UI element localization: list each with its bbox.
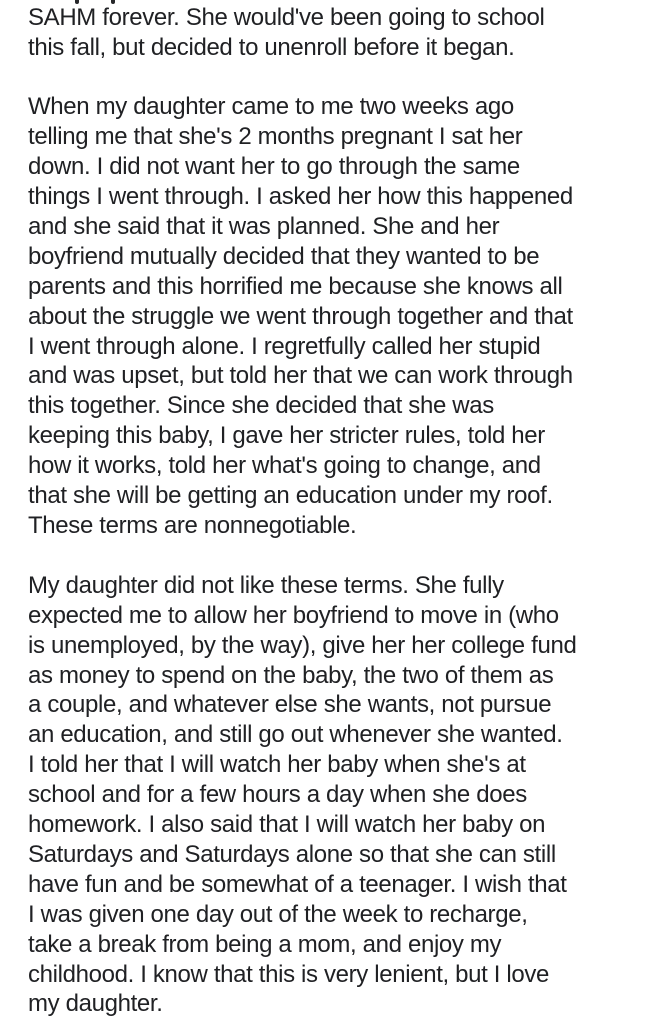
text-line: I was given one day out of the week to recharge, — [28, 900, 528, 928]
paragraph — [28, 3, 630, 63]
paragraph — [28, 92, 630, 541]
text-line: childhood. I know that this is very lenient, but I love — [28, 960, 550, 988]
text-line: SAHM forever. She would've been going to school — [28, 3, 545, 31]
text-line: this fall, but decided to unenroll before it began. — [28, 33, 515, 61]
text-line: homework. I also said that I will watch her baby on — [28, 811, 546, 839]
text-line: school and for a few hours a day when she does — [28, 781, 527, 809]
text-line: I went through alone. I regretfully called her stupid — [28, 332, 541, 360]
text-line: take a break from being a mom, and enjoy my — [28, 930, 502, 958]
text-line: down. I did not want her to go through the same — [28, 153, 520, 181]
text-line: this together. Since she decided that she was — [28, 392, 494, 420]
text-line: keeping this baby, I gave her stricter rules, told her — [28, 422, 545, 450]
text-line: When my daughter came to me two weeks ago — [28, 93, 514, 121]
text-line: Saturdays and Saturdays alone so that she can still — [28, 840, 556, 868]
text-line: that she will be getting an education under my roof. — [28, 482, 553, 510]
text-line: a couple, and whatever else she wants, not pursue — [28, 691, 552, 719]
text-line: have fun and be somewhat of a teenager. I wish that — [28, 870, 567, 898]
text-line: things I went through. I asked her how this happened — [28, 183, 573, 211]
text-line: an education, and still go out whenever she wanted. — [28, 721, 563, 749]
text-line: These terms are nonnegotiable. — [28, 511, 357, 539]
text-line: My daughter did not like these terms. She fully — [28, 571, 504, 599]
text-line: expected me to allow her boyfriend to move in (who — [28, 601, 559, 629]
text-line: boyfriend mutually decided that they wanted to be — [28, 242, 540, 270]
text-line: and she said that it was planned. She and her — [28, 212, 500, 240]
text-line: as money to spend on the baby, the two of them as — [28, 661, 554, 689]
post-body — [28, 3, 630, 1020]
text-line: my daughter. — [28, 990, 163, 1018]
text-line: parents and this horrified me because she knows all — [28, 272, 563, 300]
text-line: and was upset, but told her that we can work through — [28, 362, 573, 390]
text-line: telling me that she's 2 months pregnant I sat her — [28, 123, 523, 151]
text-line: how it works, told her what's going to change, and — [28, 452, 541, 480]
text-line: is unemployed, by the way), give her her college fund — [28, 631, 577, 659]
paragraph — [28, 571, 630, 1020]
text-line: about the struggle we went through together and that — [28, 302, 573, 330]
text-line: I told her that I will watch her baby when she's at — [28, 751, 526, 779]
